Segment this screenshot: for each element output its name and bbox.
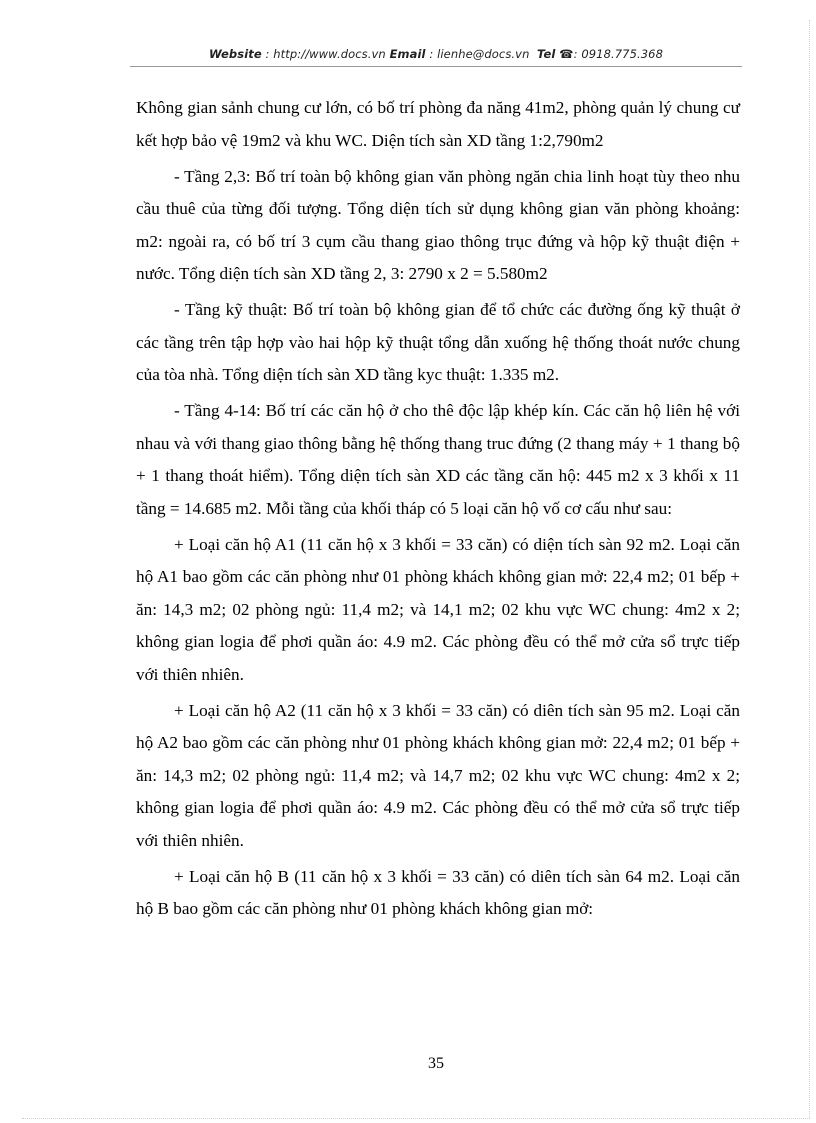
paragraph-apartment-b: + Loại căn hộ B (11 căn hộ x 3 khối = 33 căn) có diên tích sàn 64 m2. Loại căn hộ B bao gồm các căn phòng như 01 phòng khách không gian mở:	[136, 866, 740, 918]
paragraph-apartment-a1: + Loại căn hộ A1 (11 căn hộ x 3 khối = 33 căn) có diện tích sàn 92 m2. Loại căn hộ A1 bao gồm các căn phòng như 01 phòng khách không gian mở: 22,4 m2; 01 bếp + ăn: 14,3 m2; 02 phòng ngủ: 11,4 m2; và 14,1 m2; 02 khu vực WC chung: 4m2 x 2; không gian logia để phơi quần áo: 4.9 m2. Các phòng đều có thể mở cửa sổ trực tiếp với thiên nhiên.	[136, 534, 740, 684]
paragraph-apartment-a2: + Loại căn hộ A2 (11 căn hộ x 3 khối = 33 căn) có diên tích sàn 95 m2. Loại căn hộ A2 bao gồm các căn phòng như 01 phòng khách không gian mở: 22,4 m2; 01 bếp + ăn: 14,3 m2; 02 phòng ngủ: 11,4 m2; và 14,7 m2; 02 khu vực WC chung: 4m2 x 2; không gian logia để phơi quần áo: 4.9 m2. Các phòng đều có thể mở cửa sổ trực tiếp với thiên nhiên.	[136, 700, 740, 850]
paragraph-floors-2-3: - Tầng 2,3: Bố trí toàn bộ không gian văn phòng ngăn chia linh hoạt tùy theo nhu cầu thuê của từng đối tượng. Tổng diện tích sử dụng không gian văn phòng khoảng: m2: ngoài ra, có bố trí 3 cụm cầu thang giao thông trục đứng và hộp kỹ thuật điện + nước. Tổng diện tích sàn XD tầng 2, 3: 2790 x 2 = 5.580m2	[136, 166, 740, 283]
page-bottom-border	[22, 1118, 810, 1119]
paragraph-ground-floor: Không gian sảnh chung cư lớn, có bố trí phòng đa năng 41m2, phòng quản lý chung cư kết hợp bảo vệ 19m2 và khu WC. Diện tích sàn XD tầng 1:2,790m2	[136, 98, 740, 150]
paragraph-floors-4-14: - Tầng 4-14: Bố trí các căn hộ ở cho thê độc lập khép kín. Các căn hộ liên hệ với nhau và với thang giao thông bằng hệ thống thang truc đứng (2 thang máy + 1 thang bộ + 1 thang thoát hiểm). Tổng diện tích sàn XD các tầng căn hộ: 445 m2 x 3 khối x 11 tầng = 14.685 m2. Mỗi tầng của khối tháp có 5 loại căn hộ vố cơ cấu như sau:	[136, 401, 740, 518]
website-url[interactable]: http://www.docs.vn	[273, 47, 386, 61]
telephone-icon: ☎	[559, 47, 574, 61]
tel-label: Tel	[537, 47, 556, 61]
website-label: Website	[208, 47, 262, 61]
document-body	[136, 92, 740, 929]
email-address[interactable]: lienhe@docs.vn	[437, 47, 530, 61]
header-divider	[130, 66, 742, 67]
page-right-border	[809, 20, 810, 1118]
page-number: 35	[428, 1055, 444, 1072]
tel-number: : 0918.775.368	[573, 47, 664, 61]
page-header	[130, 47, 742, 61]
paragraph-technical-floor: - Tầng kỹ thuật: Bố trí toàn bộ không gian để tổ chức các đường ống kỹ thuật ở các tầng trên tập hợp vào hai hộp kỹ thuật tổng dẫn xuống hệ thống thoát nước chung của tòa nhà. Tổng diện tích sàn XD tầng kyc thuật: 1.335 m2.	[136, 300, 740, 384]
website-separator: :	[261, 47, 274, 61]
email-label: Email	[389, 47, 426, 61]
email-separator: :	[425, 47, 438, 61]
